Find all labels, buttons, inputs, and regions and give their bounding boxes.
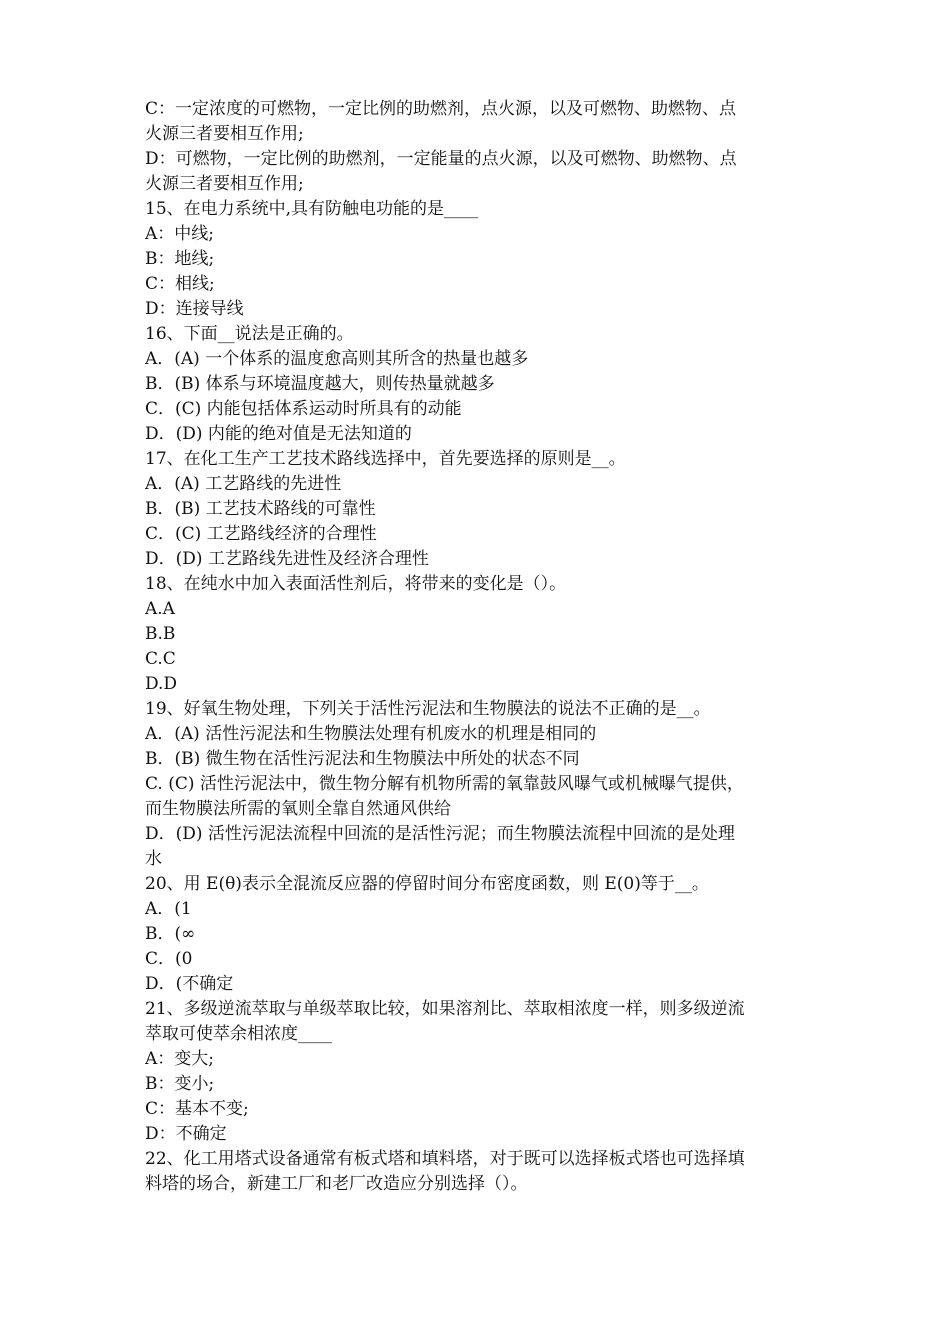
option-d-line-2: 火源三者要相互作用; [145, 174, 304, 194]
q18-option-c: C.C [145, 649, 176, 669]
question-17: 17、在化工生产工艺技术路线选择中，首先要选择的原则是__。 [145, 449, 626, 469]
question-21-line-1: 21、多级逆流萃取与单级萃取比较，如果溶剂比、萃取相浓度一样，则多级逆流 [145, 999, 745, 1019]
question-22-line-2: 料塔的场合，新建工厂和老厂改造应分别选择（）。 [145, 1174, 528, 1194]
q17-option-a: A．(A) 工艺路线的先进性 [145, 474, 342, 494]
q17-option-c: C．(C) 工艺路线经济的合理性 [145, 524, 377, 544]
q20-option-b: B．(∞ [145, 924, 196, 944]
q15-option-c: C：相线; [145, 274, 215, 294]
q19-option-a: A．(A) 活性污泥法和生物膜法处理有机废水的机理是相同的 [145, 724, 597, 744]
option-d-line-1: D：可燃物，一定比例的助燃剂，一定能量的点火源，以及可燃物、助燃物、点 [145, 149, 737, 169]
question-16: 16、下面__说法是正确的。 [145, 324, 354, 344]
document-body [145, 97, 825, 1197]
q16-option-d: D．(D) 内能的绝对值是无法知道的 [145, 424, 412, 444]
q19-option-d-line-1: D．(D) 活性污泥法流程中回流的是活性污泥；而生物膜法流程中回流的是处理 [145, 824, 735, 844]
q21-option-a: A：变大; [145, 1049, 215, 1069]
q16-option-c: C．(C) 内能包括体系运动时所具有的动能 [145, 399, 462, 419]
q19-option-b: B．(B) 微生物在活性污泥法和生物膜法中所处的状态不同 [145, 749, 580, 769]
option-c-line-1: C：一定浓度的可燃物，一定比例的助燃剂，点火源，以及可燃物、助燃物、点 [145, 99, 737, 119]
q19-option-c-line-2: 而生物膜法所需的氧则全靠自然通风供给 [145, 799, 451, 819]
q19-option-d-line-2: 水 [145, 849, 162, 869]
question-20: 20、用 E(θ)表示全混流反应器的停留时间分布密度函数，则 E(0)等于__。 [145, 874, 709, 894]
q15-option-a: A：中线; [145, 224, 215, 244]
q16-option-a: A．(A) 一个体系的温度愈高则其所含的热量也越多 [145, 349, 529, 369]
q21-option-d: D：不确定 [145, 1124, 227, 1144]
question-21-line-2: 萃取可使萃余相浓度____ [145, 1024, 332, 1044]
q21-option-c: C：基本不变; [145, 1099, 249, 1119]
q20-option-c: C．(0 [145, 949, 193, 969]
q18-option-b: B.B [145, 624, 176, 644]
q15-option-b: B：地线; [145, 249, 215, 269]
q16-option-b: B．(B) 体系与环境温度越大，则传热量就越多 [145, 374, 495, 394]
question-19: 19、好氧生物处理，下列关于活性污泥法和生物膜法的说法不正确的是__。 [145, 699, 711, 719]
q19-option-c-line-1: C. (C) 活性污泥法中，微生物分解有机物所需的氧靠鼓风曝气或机械曝气提供， [145, 774, 744, 794]
q17-option-b: B．(B) 工艺技术路线的可靠性 [145, 499, 376, 519]
q20-option-d: D．(不确定 [145, 974, 234, 994]
q18-option-a: A.A [145, 599, 175, 619]
question-18: 18、在纯水中加入表面活性剂后，将带来的变化是（）。 [145, 574, 567, 594]
question-22-line-1: 22、化工用塔式设备通常有板式塔和填料塔，对于既可以选择板式塔也可选择填 [145, 1149, 745, 1169]
question-15: 15、在电力系统中,具有防触电功能的是____ [145, 199, 479, 219]
option-c-line-2: 火源三者要相互作用; [145, 124, 304, 144]
q20-option-a: A．(1 [145, 899, 192, 919]
q15-option-d: D：连接导线 [145, 299, 244, 319]
q17-option-d: D．(D) 工艺路线先进性及经济合理性 [145, 549, 429, 569]
q18-option-d: D.D [145, 674, 178, 694]
q21-option-b: B：变小; [145, 1074, 215, 1094]
